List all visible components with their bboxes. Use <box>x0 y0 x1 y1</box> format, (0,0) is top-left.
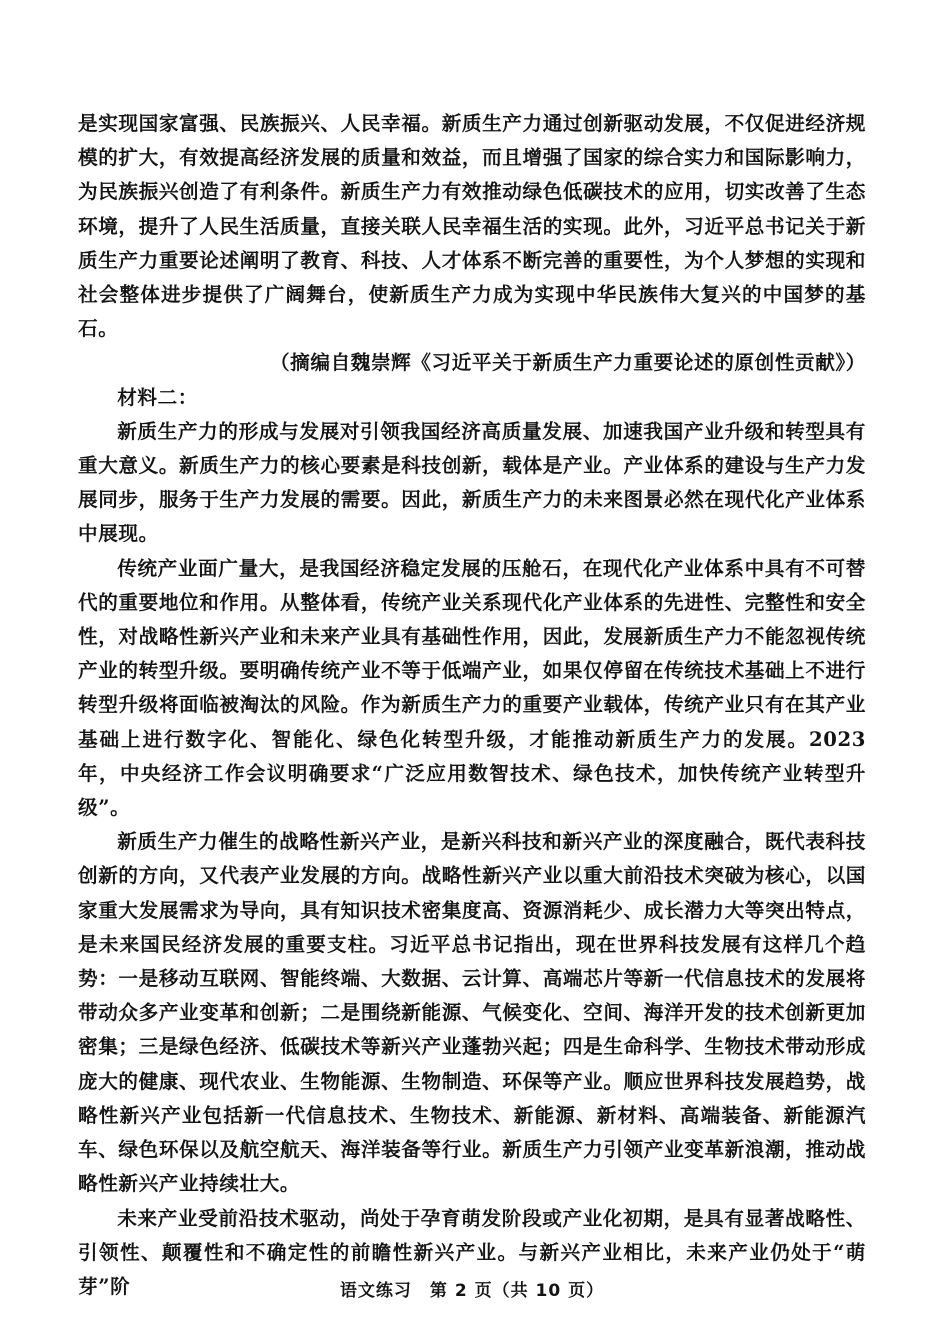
page-body <box>78 107 866 1304</box>
paragraph-1: 新质生产力的形成与发展对引领我国经济高质量发展、加速我国产业升级和转型具有重大意义。新质生产力的核心要素是科技创新，载体是产业。产业体系的建设与生产力发展同步，服务于生产力发展的需要。因此，新质生产力的未来图景必然在现代化产业体系中展现。 <box>78 419 866 546</box>
paragraph-2: 传统产业面广量大，是我国经济稳定发展的压舱石，在现代化产业体系中具有不可替代的重要地位和作用。从整体看，传统产业关系现代化产业体系的先进性、完整性和安全性，对战略性新兴产业和未来产业具有基础性作用，因此，发展新质生产力不能忽视传统产业的转型升级。要明确传统产业不等于低端产业，如果仅停留在传统技术基础上不进行转型升级将面临被淘汰的风险。作为新质生产力的重要产业载体，传统产业只有在其产业基础上进行数字化、智能化、绿色化转型升级，才能推动新质生产力的发展。2023 年，中央经济工作会议明确要求“广泛应用数智技术、绿色技术，加快传统产业转型升级”。 <box>78 556 866 820</box>
page-footer: 语文练习 第 2 页（共 10 页） <box>339 1281 605 1301</box>
paragraph-3: 新质生产力催生的战略性新兴产业，是新兴科技和新兴产业的深度融合，既代表科技创新的方向，又代表产业发展的方向。战略性新兴产业以重大前沿技术突破为核心，以国家重大发展需求为导向，具有知识技术密集度高、资源消耗少、成长潜力大等突出特点，是未来国民经济发展的重要支柱。习近平总书记指出，现在世界科技发展有这样几个趋势：一是移动互联网、智能终端、大数据、云计算、高端芯片等新一代信息技术的发展将带动众多产业变革和创新；二是围绕新能源、气候变化、空间、海洋开发的技术创新更加密集；三是绿色经济、低碳技术等新兴产业蓬勃兴起；四是生命科学、生物技术带动形成庞大的健康、现代农业、生物能源、生物制造、环保等产业。顺应世界科技发展趋势，战略性新兴产业包括新一代信息技术、生物技术、新能源、新材料、高端装备、新能源汽车、绿色环保以及航空航天、海洋装备等行业。新质生产力引领产业变革新浪潮，推动战略性新兴产业持续壮大。 <box>78 830 866 1196</box>
paragraph-4: 未来产业受前沿技术驱动，尚处于孕育萌发阶段或产业化初期，是具有显著战略性、引领性、颠覆性和不确定性的前瞻性新兴产业。与新兴产业相比，未来产业仍处于“萌芽”阶 <box>78 1206 866 1298</box>
material-two-heading: 材料二： <box>117 385 198 409</box>
source-citation: （摘编自魏崇辉《习近平关于新质生产力重要论述的原创性贡献》） <box>269 351 866 375</box>
continued-paragraph: 是实现国家富强、民族振兴、人民幸福。新质生产力通过创新驱动发展，不仅促进经济规模的扩大，有效提高经济发展的质量和效益，而且增强了国家的综合实力和国际影响力，为民族振兴创造了有利条件。新质生产力有效推动绿色低碳技术的应用，切实改善了生态环境，提升了人民生活质量，直接关联人民幸福生活的实现。此外，习近平总书记关于新质生产力重要论述阐明了教育、科技、人才体系不断完善的重要性，为个人梦想的实现和社会整体进步提供了广阔舞台，使新质生产力成为实现中华民族伟大复兴的中国梦的基石。 <box>78 112 866 341</box>
